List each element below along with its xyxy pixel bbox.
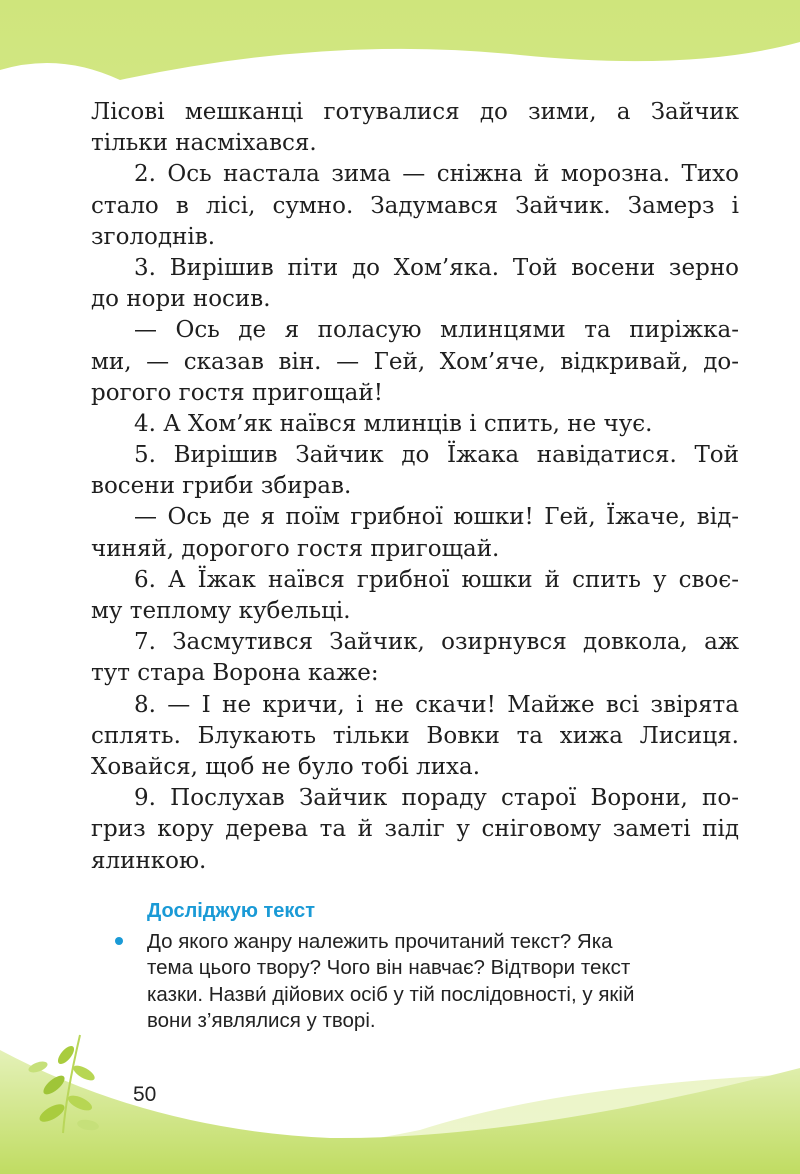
question-line: До якого жанру належить прочитаний текст? Яка	[147, 930, 613, 953]
story-text	[91, 97, 739, 877]
story-line: ми, — сказав він. — Гей, Хом’яче, відкривай, до-	[91, 348, 739, 375]
story-line: 4. А Хом’як наївся млинців і спить, не чує.	[134, 410, 653, 437]
story-line: до нори носив.	[91, 286, 271, 313]
story-line: 5. Вирішив Зайчик до Їжака навідатися. Той	[134, 442, 739, 469]
story-line: му теплому кубельці.	[91, 598, 351, 624]
section-heading: Досліджую текст	[147, 900, 316, 922]
story-line: рогого гостя пригощай!	[91, 379, 383, 406]
story-line: чиняй, дорогого гостя пригощай.	[91, 535, 500, 562]
story-line: гриз кору дерева та й заліг у сніговому заметі під	[91, 816, 739, 843]
story-line: тут стара Ворона каже:	[91, 660, 379, 687]
question-line: вони з’являлися у творі.	[147, 1008, 376, 1032]
story-line: Лісові мешканці готувалися до зими, а Зайчик	[91, 99, 739, 125]
story-line: 9. Послухав Зайчик пораду старої Ворони, по-	[134, 785, 739, 812]
story-line: 3. Вирішив піти до Хом’яка. Той восени зерно	[134, 254, 739, 281]
story-line: 7. Засмутився Зайчик, озирнувся довкола, аж	[134, 629, 739, 656]
story-line: стало в лісі, сумно. Задумався Зайчик. Замерз і	[91, 192, 739, 219]
story-line: — Ось де я поласую млинцями та пиріжка-	[134, 317, 739, 344]
story-line: 2. Ось настала зима — сніжна й морозна. Тихо	[134, 161, 739, 188]
question-text	[147, 929, 745, 1034]
story-line: зголоднів.	[91, 223, 216, 250]
story-line: 8. — І не кричи, і не скачи! Майже всі звірята	[134, 691, 739, 718]
story-line: сплять. Блукають тільки Вовки та хижа Лисиця.	[91, 722, 739, 749]
story-line: тільки насміхався.	[91, 130, 317, 157]
task-question	[115, 929, 745, 1034]
question-line: тема цього твору? Чого він навчає? Відтвори текст	[147, 956, 631, 980]
story-line: ялинкою.	[91, 847, 207, 874]
page-number: 50	[133, 1083, 157, 1106]
story-line: — Ось де я поїм грибної юшки! Гей, Їжаче, від-	[134, 504, 739, 531]
story-line: Ховайся, щоб не було тобі лиха.	[91, 753, 481, 780]
story-line: 6. А Їжак наївся грибної юшки й спить у своє-	[134, 566, 739, 593]
story-line: восени гриби збирав.	[91, 473, 352, 500]
bullet-icon	[115, 937, 123, 945]
question-line: казки. Назви́ дійових осіб у тій послідовності, у якій	[147, 982, 635, 1006]
task-section	[115, 897, 745, 1034]
